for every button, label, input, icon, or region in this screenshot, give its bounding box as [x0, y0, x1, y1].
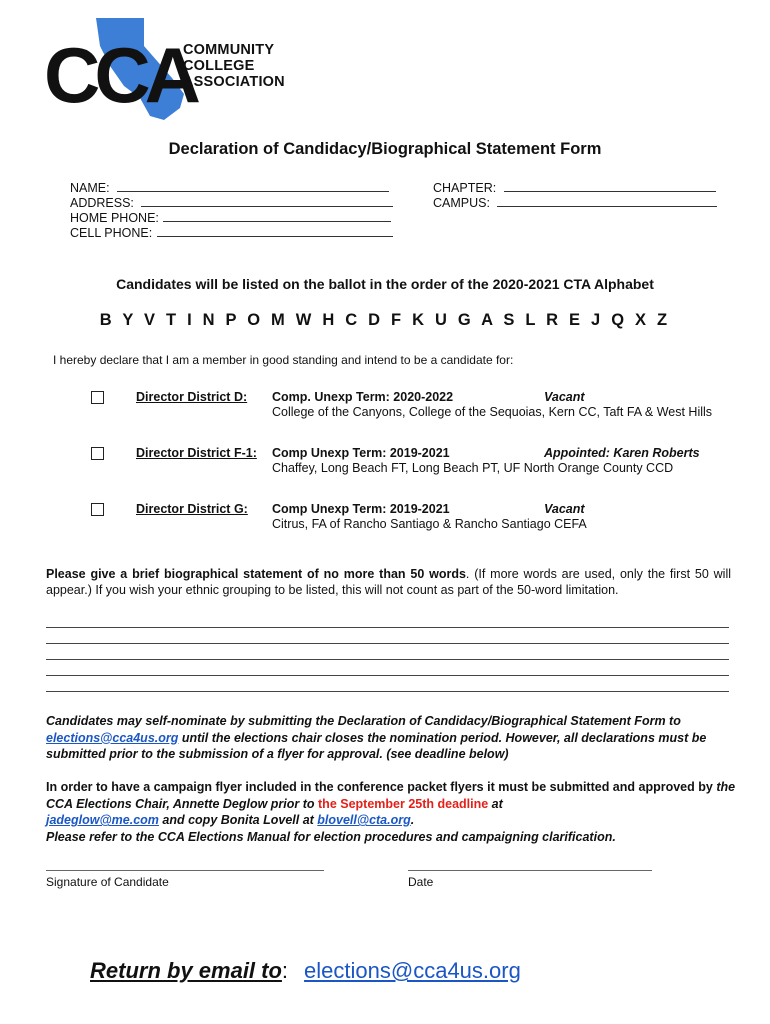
chapter-label: CHAPTER: [433, 181, 497, 195]
bio-line-4[interactable] [46, 675, 729, 676]
cell-phone-line[interactable] [157, 225, 393, 237]
signature-label: Signature of Candidate [46, 875, 169, 889]
flyer-at-text: at [488, 796, 503, 811]
checkbox-district-f1[interactable] [91, 447, 104, 460]
campus-line[interactable] [497, 195, 717, 207]
address-field[interactable] [70, 195, 393, 211]
self-nominate-text-2: until the elections chair closes the nomination period. However, all declarations must be submitted prior to the submission of a flyer for approval. (see deadline below) [46, 730, 707, 761]
self-nominate-text-1: Candidates may self-nominate by submitting the Declaration of Candidacy/Biographical Statement Form to [46, 714, 681, 728]
term-district-d: Comp. Unexp Term: 2020-2022 [272, 390, 454, 404]
copy-email-link[interactable]: blovell@cta.org [317, 813, 411, 827]
ballot-order-note: Candidates will be listed on the ballot in the order of the 2020-2021 CTA Alphabet [116, 276, 654, 292]
flyer-end-text: . [410, 813, 415, 827]
term-district-f1: Comp Unexp Term: 2019-2021 [272, 446, 450, 460]
name-label: NAME: [70, 181, 110, 195]
checkbox-district-d[interactable] [91, 391, 104, 404]
bio-instructions-rest: . (If more words are used, only the first 50 will appear.) If you wish your ethnic grouping to be listed, this will not count as part of the 50-word limitation. [46, 567, 731, 597]
bio-instructions-bold: Please give a brief biographical statement of no more than 50 words [46, 567, 466, 581]
logo-line-2: COLLEGE [183, 58, 255, 74]
home-phone-line[interactable] [163, 210, 391, 222]
term-district-g: Comp Unexp Term: 2019-2021 [272, 502, 450, 516]
home-phone-field[interactable] [70, 210, 391, 226]
address-label: ADDRESS: [70, 196, 134, 210]
logo-line-1: COMMUNITY [183, 42, 275, 58]
self-nominate-paragraph [46, 713, 746, 763]
cta-alphabet: B Y V T I N P O M W H C D F K U G A S L R E J Q X Z [99, 311, 671, 329]
logo-abbr: CCA [44, 31, 195, 119]
campus-label: CAMPUS: [433, 196, 490, 210]
chair-email-link[interactable]: jadeglow@me.com [46, 813, 159, 827]
chapter-line[interactable] [504, 180, 716, 192]
cell-phone-label: CELL PHONE: [70, 226, 153, 240]
bio-line-5[interactable] [46, 691, 729, 692]
flyer-paragraph [46, 779, 746, 845]
logo-org-name [183, 42, 285, 90]
elections-email-link[interactable]: elections@cca4us.org [46, 730, 179, 745]
colleges-district-g: Citrus, FA of Rancho Santiago & Rancho Santiago CEFA [272, 517, 587, 531]
cell-phone-field[interactable] [70, 225, 393, 241]
elections-manual-note: Please refer to the CCA Elections Manual for election procedures and campaigning clarification. [46, 829, 616, 844]
signature-line[interactable] [46, 870, 324, 871]
campus-field[interactable] [433, 195, 717, 211]
label-district-d: Director District D: [136, 390, 248, 404]
flyer-copy-text: and copy Bonita Lovell at [158, 813, 318, 827]
logo-line-3: ASSOCIATION [183, 74, 285, 90]
flyer-text-1: In order to have a campaign flyer included in the conference packet flyers it must be submitted and approved by [46, 780, 717, 794]
bio-line-2[interactable] [46, 643, 729, 644]
label-district-f1: Director District F-1: [136, 446, 257, 460]
name-line[interactable] [117, 180, 389, 192]
bio-instructions [46, 566, 731, 598]
flyer-deadline: the September 25th deadline [318, 796, 489, 811]
status-district-d: Vacant [544, 390, 585, 404]
date-label: Date [408, 875, 434, 889]
return-email-link[interactable]: elections@cca4us.org [304, 958, 521, 983]
declaration-text: I hereby declare that I am a member in good standing and intend to be a candidate for: [53, 353, 514, 367]
address-line[interactable] [141, 195, 393, 207]
return-colon: : [281, 958, 289, 983]
date-line[interactable] [408, 870, 652, 871]
colleges-district-d: College of the Canyons, College of the Sequoias, Kern CC, Taft FA & West Hills [272, 405, 713, 419]
flyer-chair-text: the CCA Elections Chair, Annette Deglow prior to [46, 780, 736, 811]
status-district-g: Vacant [544, 502, 585, 516]
bio-line-3[interactable] [46, 659, 729, 660]
return-label: Return by email to [90, 958, 282, 983]
colleges-district-f1: Chaffey, Long Beach FT, Long Beach PT, UF North Orange County CCD [272, 461, 674, 475]
status-district-f1: Appointed: Karen Roberts [544, 446, 700, 460]
name-field[interactable] [70, 180, 389, 196]
home-phone-label: HOME PHONE: [70, 211, 159, 225]
return-by-email [90, 958, 521, 984]
checkbox-district-g[interactable] [91, 503, 104, 516]
label-district-g: Director District G: [136, 502, 248, 516]
chapter-field[interactable] [433, 180, 716, 196]
bio-line-1[interactable] [46, 627, 729, 628]
form-title: Declaration of Candidacy/Biographical Statement Form [168, 140, 602, 158]
